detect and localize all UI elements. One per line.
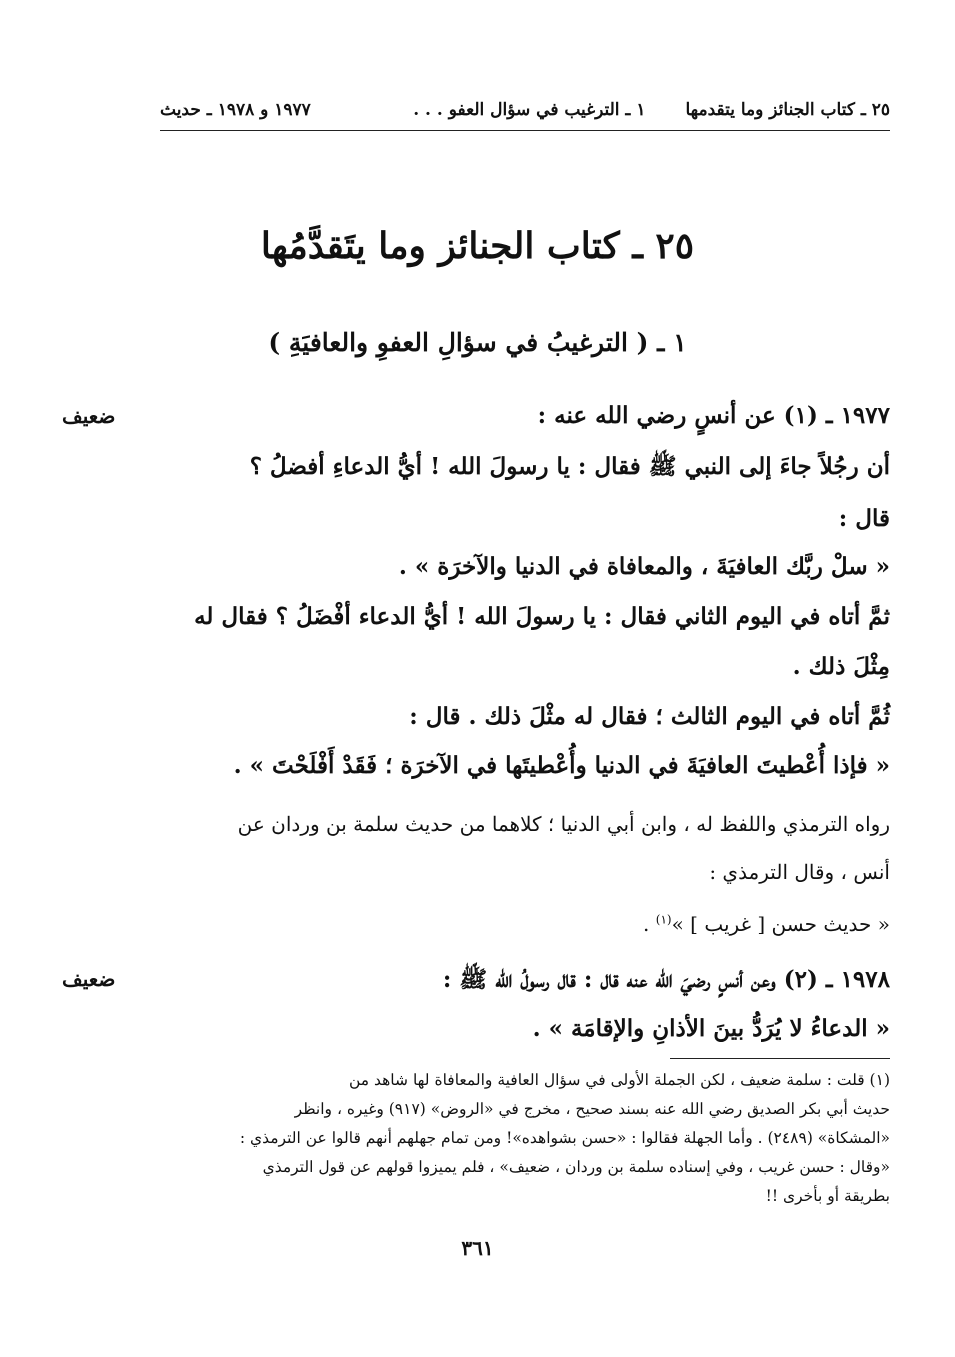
hadith-1977-line: ١٩٧٧ ـ (١) عن أنسٍ رضي الله عنه : [537,402,890,429]
hadith-1977-line: « فإذا أُعْطيتَ العافيَةَ في الدنيا وأُعْطيتَها في الآخرَة ؛ فَقَدْ أَفْلَحْتَ » . [233,752,890,779]
chapter-title: ١ ـ ( الترغيبُ في سؤالِ العفوِ والعافيَةِ ) [268,328,687,357]
hadith-1977-line: قال : [838,505,890,532]
hadith-1978-line: ١٩٧٨ ـ (٢) وعن أنسٍ رضيَ الله عنه قال : قال رسولُ الله ﷺ : [442,966,890,993]
footnote-line: حديث أبي بكر الصديق رضي الله عنه بسند صحيح ، مخرج في «الروض» (٩١٧) وغيره ، وانظر [294,1100,890,1118]
hadith-1977-line: مِثْلَ ذلك . [792,653,890,680]
footnote-line: (١) قلت : سلمة ضعيف ، لكن الجملة الأولى في سؤال العافية والمعافاة لها شاهد من [348,1071,890,1089]
tirmidhi-quote: « حديث حسن [ غريب ] » [671,912,890,936]
quote-end: . [643,912,656,936]
hadith-1978-line: « الدعاءُ لا يُرَدُّ بينَ الأذانِ والإقامَة » . [532,1015,890,1042]
footnote-line: «وقال : حسن غريب ، وفي إسناده سلمة بن وردان ، ضعيف» ، فلم يميزوا قولهم عن قول الترمذي [262,1158,890,1176]
hadith-1977-source: أنس ، وقال الترمذي : [709,860,890,884]
hadith-1977-line: أن رجُلاً جاءَ إلى النبي ﷺ فقال : يا رسولَ الله ! أيُّ الدعاءِ أفضلُ ؟ [249,453,890,480]
footnote-line: «المشكاة» (٢٤٨٩) . وأما الجهلة فقالوا : «حسن بشواهده»! ومن تمام جهلهم أنهم قالوا عن الترمذي : [239,1129,890,1147]
footnote-separator [670,1058,890,1059]
book-title: ٢٥ ـ كتاب الجنائز وما يتَقدَّمُها [260,225,695,267]
hadith-1978-grade: ضعيف [62,967,116,991]
footnotes [160,1066,890,1211]
header-chapter-title: ١ ـ الترغيب في سؤال العفو . . . [413,100,646,120]
running-header [160,90,890,131]
hadith-1977-line: « سلْ ربَّك العافيَةَ ، والمعافاة في الدنيا والآخرَة » . [398,553,890,580]
page-number: ٣٦١ [461,1236,494,1260]
header-book-title: ٢٥ ـ كتاب الجنائز وما يتقدمها [685,100,890,120]
hadith-1977-grade: ضعيف [62,404,116,428]
footnote-ref-1: (١) [655,912,672,927]
hadith-1977-line: ثمَّ أتاه في اليوم الثاني فقال : يا رسولَ الله ! أيُّ الدعاء أفْضَلُ ؟ فقال له [194,603,890,630]
footnote-line: بطريقة أو بأخرى !! [765,1187,890,1205]
header-hadith-range: ١٩٧٧ و ١٩٧٨ ـ حديث [160,100,311,120]
hadith-1977-source: رواه الترمذي واللفظ له ، وابن أبي الدنيا ؛ كلاهما من حديث سلمة بن وردان عن [237,812,890,836]
hadith-1977-quote [160,912,890,936]
hadith-1977-line: ثُمَّ أتاه في اليوم الثالث ؛ فقال له مثْلَ ذلك . قال : [409,703,890,730]
